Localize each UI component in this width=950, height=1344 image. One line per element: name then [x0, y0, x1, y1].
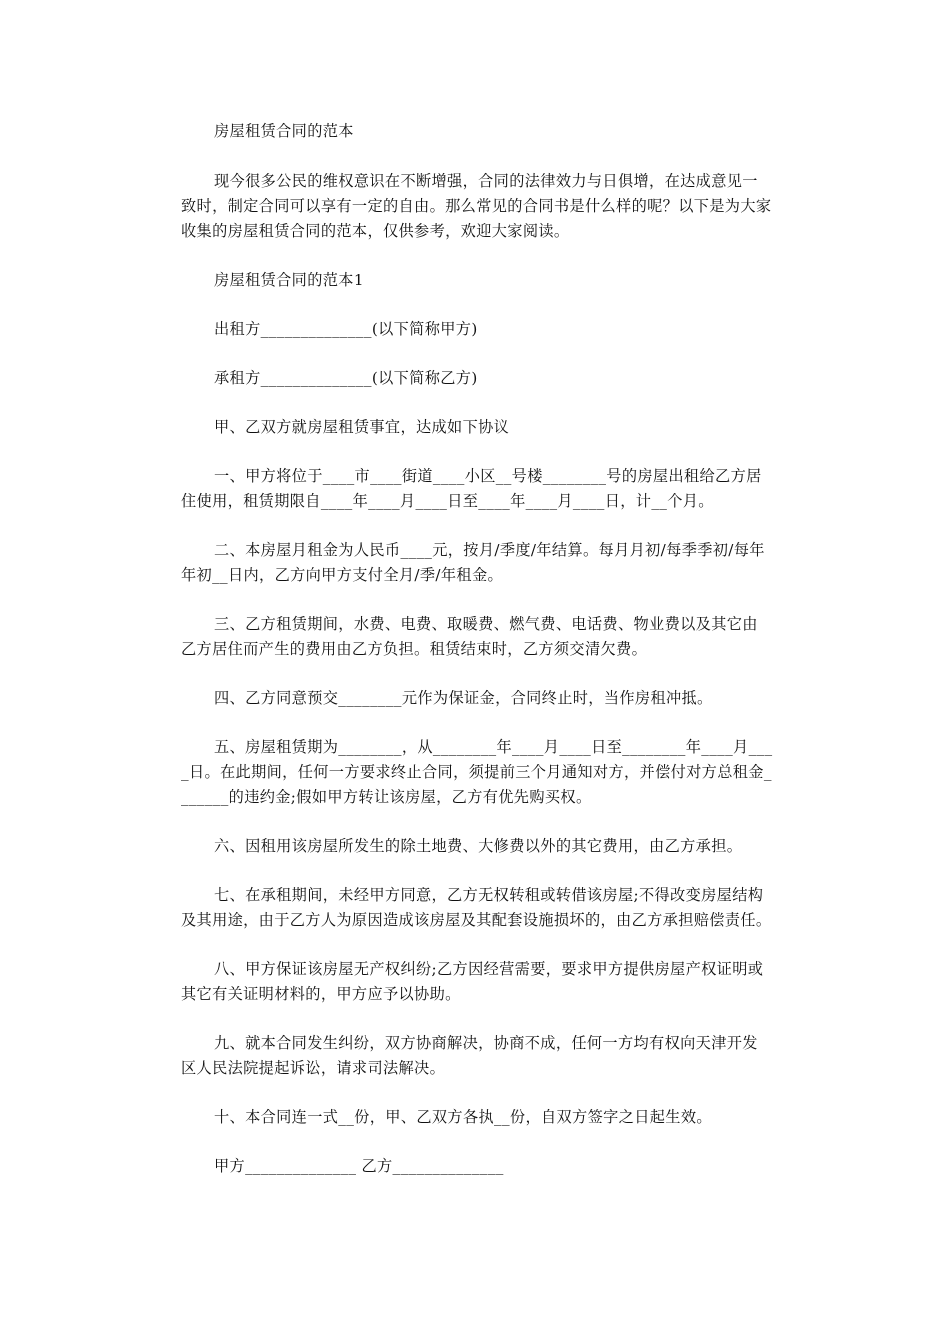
- intro-paragraph: 现今很多公民的维权意识在不断增强，合同的法律效力与日俱增，在达成意见一致时，制定合同可以享有一定的自由。那么常见的合同书是什么样的呢？以下是为大家收集的房屋租赁合同的范本，仅供参考，欢迎大家阅读。: [181, 172, 772, 240]
- clause-6: 六、因租用该房屋所发生的除土地费、大修费以外的其它费用，由乙方承担。: [214, 837, 743, 855]
- clause-9: 九、就本合同发生纠纷，双方协商解决，协商不成，任何一方均有权向天津开发区人民法院提起诉讼，请求司法解决。: [181, 1034, 758, 1077]
- agreement-intro: 甲、乙双方就房屋租赁事宜，达成如下协议: [214, 418, 510, 436]
- document-title: 房屋租赁合同的范本: [214, 122, 354, 140]
- lessee-line: 承租方______________(以下简称乙方): [214, 369, 478, 387]
- clause-10: 十、本合同连一式__份，甲、乙双方各执__份，自双方签字之日起生效。: [214, 1108, 712, 1126]
- clause-8: 八、甲方保证该房屋无产权纠纷;乙方因经营需要，要求甲方提供房屋产权证明或其它有关证明材料的，甲方应予以协助。: [181, 960, 764, 1003]
- signature-line: 甲方______________ 乙方______________: [214, 1157, 504, 1175]
- clause-2: 二、本房屋月租金为人民币____元，按月/季度/年结算。每月月初/每季季初/每年年初__日内，乙方向甲方支付全月/季/年租金。: [181, 541, 765, 584]
- lessor-line: 出租方______________(以下简称甲方): [214, 320, 478, 338]
- contract-sample-heading: 房屋租赁合同的范本1: [214, 271, 364, 289]
- clause-4: 四、乙方同意预交________元作为保证金，合同终止时，当作房租冲抵。: [214, 689, 713, 707]
- document-body: [181, 119, 773, 1203]
- clause-5: 五、房屋租赁期为________，从________年____月____日至________年____月____日。在此期间，任何一方要求终止合同，须提前三个月通知对方，并偿付对方总租金_______的违约金;假如甲方转让该房屋，乙方有优先购买权。: [181, 738, 773, 806]
- clause-1: 一、甲方将位于____市____街道____小区__号楼________号的房屋出租给乙方居住使用，租赁期限自____年____月____日至____年____月____日，计__个月。: [181, 467, 762, 510]
- clause-7: 七、在承租期间，未经甲方同意，乙方无权转租或转借该房屋;不得改变房屋结构及其用途，由于乙方人为原因造成该房屋及其配套设施损坏的，由乙方承担赔偿责任。: [181, 886, 772, 929]
- clause-3: 三、乙方租赁期间，水费、电费、取暖费、燃气费、电话费、物业费以及其它由乙方居住而产生的费用由乙方负担。租赁结束时，乙方须交清欠费。: [181, 615, 758, 658]
